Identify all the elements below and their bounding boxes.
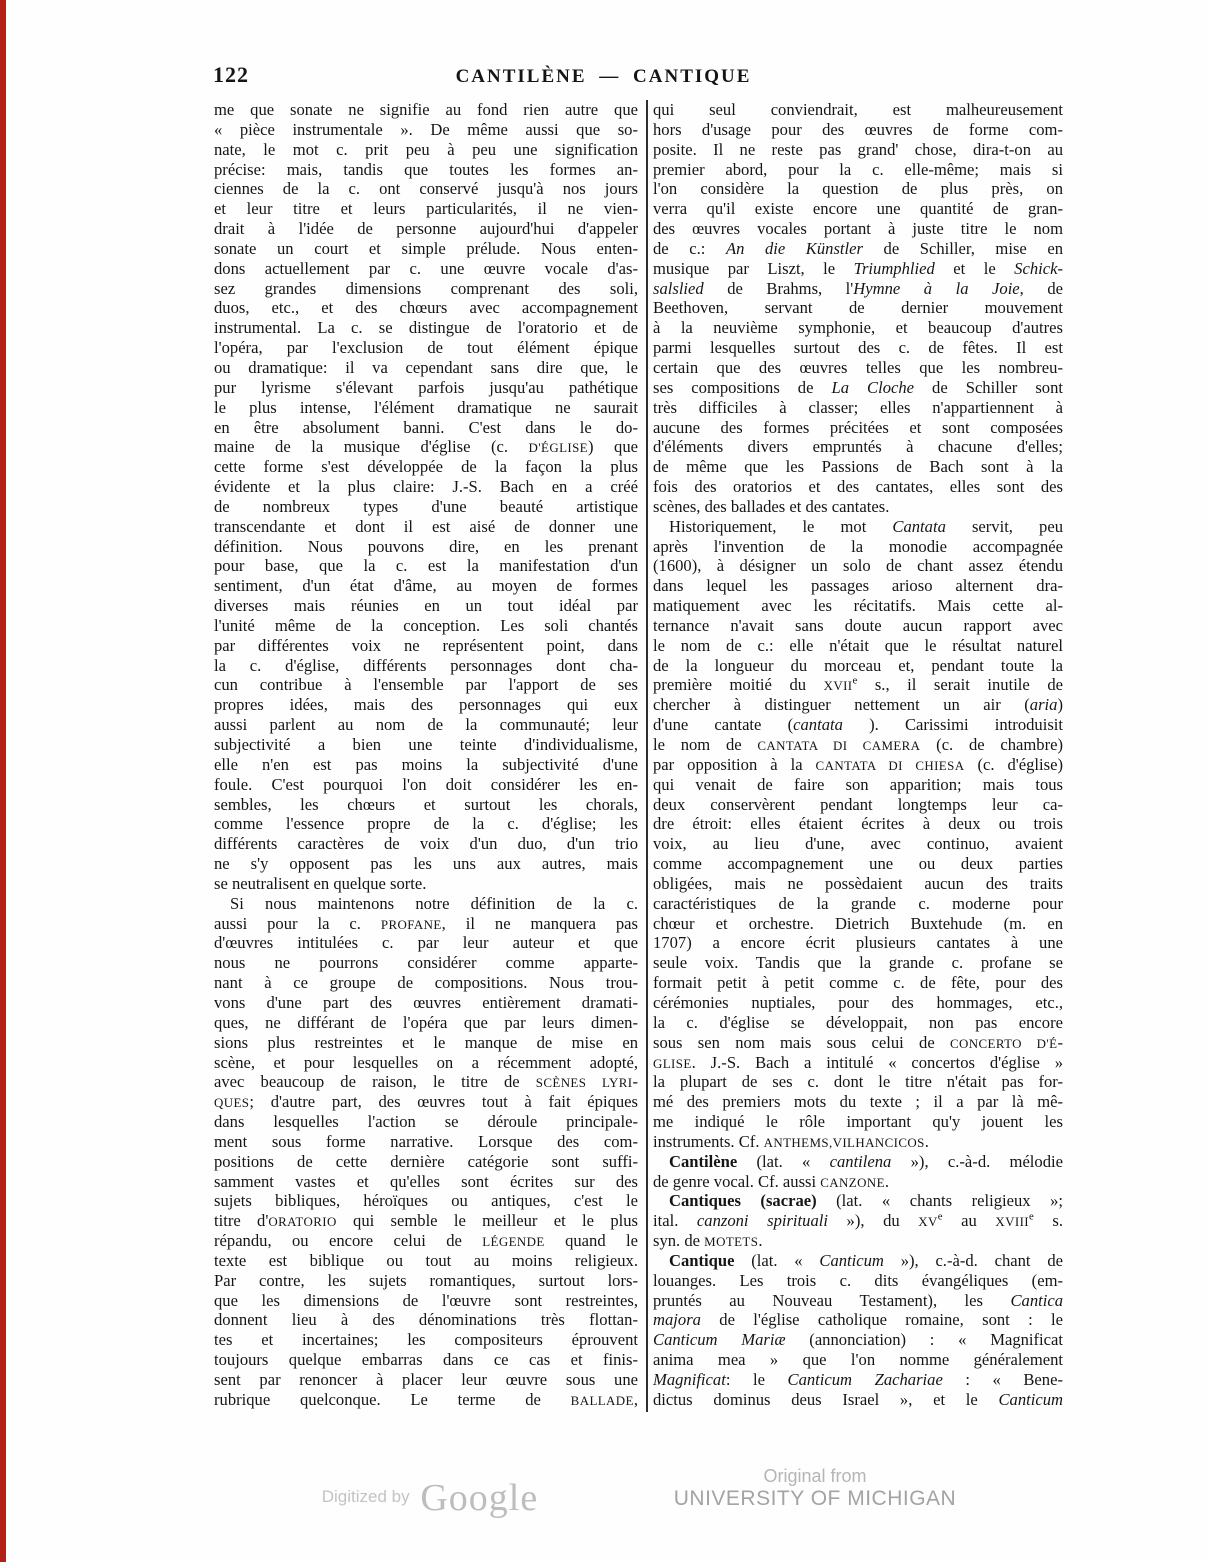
text-line: aussi pour la c. PROFANE, il ne manquera pas [214,913,638,933]
text-line: comme l'essence propre de la c. d'église; les [214,814,638,834]
text-line: aucune des formes précitées et sont composées [653,417,1063,437]
text-line: dre étroit: elles étaient écrites à deux ou trois [653,814,1063,834]
text-line: sembles, les chœurs et surtout les chorals, [214,794,638,814]
text-line: scènes, des ballades et des cantates. [653,496,890,516]
text-line: maine de la musique d'église (c. D'ÉGLISE) que [214,437,638,457]
text-line: la c. d'église, différents personnages dont cha- [214,655,638,675]
digitized-by-google [240,1476,620,1520]
text-line: pur lyrisme s'élevant parfois jusqu'au pathétique [214,377,638,397]
text-line: qui seul conviendrait, est malheureusement [653,100,1063,119]
text-column-left [214,100,638,1410]
text-line: sonate un court et simple prélude. Nous enten- [214,238,638,258]
text-line: Par contre, les sujets romantiques, surtout lors- [214,1270,638,1290]
text-line: samment vastes et qu'elles sont écrites sur des [214,1171,638,1191]
text-line: dans lesquelles l'action se déroule principale- [214,1112,638,1132]
text-line: vons d'une part des œuvres entièrement dramati- [214,992,638,1012]
text-line: chœur et orchestre. Dietrich Buxtehude (m. en [653,913,1063,933]
text-line: ternance n'avait sans doute aucun rapport avec [653,615,1063,635]
text-line: comme accompagnement une ou deux parties [653,854,1063,874]
text-line: seule voix. Tandis que la grande c. profane se [653,953,1063,973]
text-line: musique par Liszt, le Triumphlied et le Schick- [653,258,1063,278]
text-line: subjectivité a bien une teinte d'individualisme, [214,735,638,754]
text-line: posite. Il ne reste pas grand' chose, dira-t-on au [653,139,1063,159]
text-line: d'une cantate (cantata ). Carissimi introduisit [653,715,1063,735]
text-line: sous sen nom mais sous celui de CONCERTO D'É- [653,1032,1063,1052]
text-line: par différentes voix ne représentent point, dans [214,635,638,655]
text-line: mé des premiers mots du texte ; il a par là mê- [653,1092,1063,1112]
text-line: l'on considère la question de plus près, on [653,179,1063,199]
text-line: « pièce instrumentale ». De même aussi que so- [214,119,638,139]
institution-name: UNIVERSITY OF MICHIGAN [673,1487,957,1510]
text-line: foule. C'est pourquoi l'on doit considérer les en- [214,774,638,794]
text-line: sez grandes dimensions comprenant des soli, [214,278,638,298]
text-line: de c.: An die Künstler de Schiller, mise en [653,238,1063,258]
text-line: l'unité même de la conception. Les soli chantés [214,615,638,635]
text-line: Magnificat: le Canticum Zachariae : « Bene- [653,1370,1063,1389]
text-line: rubrique quelconque. Le terme de BALLADE, [214,1389,638,1409]
scan-edge-red-stripe [0,0,6,1562]
text-line: scène, et pour lesquelles on a récemment adopté, [214,1052,638,1072]
text-line: le nom de CANTATA DI CAMERA (c. de chambre) [653,735,1063,754]
text-line: définition. Nous pouvons dire, en les prenant [214,536,638,556]
text-line: ital. canzoni spirituali »), du XVe au XVIIIe s. [653,1210,1063,1231]
text-line: voix, au lieu d'une, avec continuo, avaient [653,834,1063,854]
text-line: hors d'usage pour des œuvres de forme com- [653,119,1063,139]
text-line: formait petit à petit comme c. de fête, pour des [653,973,1063,993]
text-line: me indiqué le rôle important qu'y jouent les [653,1112,1063,1132]
text-line: dons actuellement par c. une œuvre vocale d'as- [214,258,638,278]
text-line: Cantilène (lat. « cantilena »), c.-à-d. mélodie [669,1151,1063,1171]
text-line: première moitié du XVIIe s., il serait inutile de [653,674,1063,695]
text-line: des œuvres vocales portant à juste titre le nom [653,219,1063,239]
text-line: par opposition à la CANTATA DI CHIESA (c. d'église) [653,754,1063,774]
text-line: toujours quelque embarras dans ce cas et finis- [214,1350,638,1370]
text-line: ques, ne différant de l'opéra que par leurs dimen- [214,1012,638,1032]
text-line: pruntés au Nouveau Testament), les Cantica [653,1290,1063,1310]
text-line: sent par renoncer à placer leur œuvre sous une [214,1370,638,1389]
text-line: 1707) a encore écrit plusieurs cantates à une [653,933,1063,953]
text-line: se neutralisent en quelque sorte. [214,873,427,893]
text-line: chercher à distinguer nettement un air (aria) [653,695,1063,715]
text-line: cette forme s'est développée de la façon la plus [214,457,638,477]
text-line: après l'invention de la monodie accompagnée [653,536,1063,556]
text-line: très difficiles à classer; elles n'appartiennent à [653,397,1063,417]
scan-footer [0,1458,1207,1538]
text-line: nant à ce groupe de compositions. Nous trou- [214,973,638,993]
text-line: tes et incertaines; les compositeurs éprouvent [214,1330,638,1350]
text-line: texte est biblique ou tout au moins religieux. [214,1250,638,1270]
text-line: nate, le mot c. prit peu à peu une signification [214,139,638,159]
text-line: instruments. Cf. ANTHEMS,VILHANCICOS. [653,1131,929,1151]
text-line: premier abord, pour la c. elle-même; mais si [653,159,1063,179]
text-line: et leur titre et leurs particularités, il ne vien- [214,199,638,219]
text-line: Historiquement, le mot Cantata servit, peu [669,516,1063,536]
text-line: que les dimensions de l'œuvre sont restreintes, [214,1290,638,1310]
text-line: cun contribue à l'ensemble par l'apport de ses [214,675,638,695]
page-number: 122 [213,62,249,87]
text-line: de nombreux types d'une beauté artistique [214,496,638,516]
text-line: de la longueur du morceau et, pendant toute la [653,655,1063,675]
text-line: Cantiques (sacrae) (lat. « chants religieux »; [669,1191,1063,1211]
text-line: certain que des œuvres telles que les nombreu- [653,357,1063,377]
text-line: deux conservèrent pendant longtemps leur ca- [653,794,1063,814]
text-line: le nom de c.: elle n'était que le résultat naturel [653,635,1063,655]
text-line: fois des oratorios et des cantates, elles sont des [653,477,1063,497]
text-line: instrumental. La c. se distingue de l'oratorio et de [214,318,638,338]
text-line: avec beaucoup de raison, le titre de SCÈNES LYRI- [214,1072,638,1092]
text-line: d'œuvres intitulées c. par leur auteur et que [214,933,638,953]
text-line: anima mea » que l'on nomme généralement [653,1350,1063,1370]
text-line: dans lequel les passages arioso alternent dra- [653,576,1063,596]
text-line: ciennes de la c. ont conservé jusqu'à nos jours [214,179,638,199]
text-line: Si nous maintenons notre définition de la c. [230,893,638,913]
text-line: me que sonate ne signifie au fond rien autre que [214,100,638,119]
text-line: sujets bibliques, héroïques ou antiques, c'est le [214,1191,638,1211]
text-line: la plupart de ses c. dont le titre n'était pas for- [653,1072,1063,1092]
text-line: précise: mais, tandis que toutes les formes an- [214,159,638,179]
text-line: positions de cette dernière catégorie sont suffi- [214,1151,638,1171]
text-line: majora de l'église catholique romaine, sont : le [653,1310,1063,1330]
original-from-block [650,1466,980,1511]
text-line: sentiment, d'un état d'âme, au moyen de formes [214,576,638,596]
text-line: qui venait de faire son apparition; mais tous [653,774,1063,794]
text-line: pour base, que la c. est la manifestation d'un [214,556,638,576]
text-line: en être absolument banni. C'est dans le do- [214,417,638,437]
text-line: ne s'y opposent pas les uns aux autres, mais [214,854,638,874]
text-line: d'éléments divers empruntés à chacune d'elles; [653,437,1063,457]
text-line: titre d'ORATORIO qui semble le meilleur et le plus [214,1211,638,1231]
text-line: Cantique (lat. « Canticum »), c.-à-d. chant de [669,1250,1063,1270]
text-line: ment sous forme narrative. Lorsque des com- [214,1131,638,1151]
text-line: évidente et la plus claire: J.-S. Bach en a créé [214,477,638,497]
text-line: GLISE. J.-S. Bach a intitulé « concertos d'église » [653,1052,1063,1072]
text-line: à la neuvième symphonie, et beaucoup d'autres [653,318,1063,338]
text-line: la c. d'église se développait, non pas encore [653,1012,1063,1032]
text-line: transcendante et dont il est aisé de donner une [214,516,638,536]
text-line: donnent lieu à des dénominations très flottan- [214,1310,638,1330]
text-line: louanges. Les trois c. dits évangéliques (em- [653,1270,1063,1290]
text-line: ou dramatique: il va cependant sans dire que, le [214,357,638,377]
text-line: Canticum Mariæ (annonciation) : « Magnificat [653,1330,1064,1350]
text-line: sions plus restreintes et le manque de mise en [214,1032,638,1052]
text-line: elle n'en est pas moins la subjectivité d'une [214,754,638,774]
text-line: différents caractères de voix d'un duo, d'un trio [214,834,638,854]
text-column-right [653,100,1063,1410]
text-line: verra qu'il existe encore une quantité de gran- [653,199,1063,219]
text-line: répandu, ou encore celui de LÉGENDE quand le [214,1231,639,1251]
text-line: (1600), à désigner un solo de chant assez étendu [653,556,1063,576]
text-line: diverses mais réunies en un tout idéal par [214,596,638,616]
text-line: caractéristiques de la grande c. moderne pour [653,893,1063,913]
text-line: de genre vocal. Cf. aussi CANZONE. [653,1171,890,1191]
text-line: cérémonies nuptiales, pour des hommages, etc., [653,992,1063,1012]
text-line: syn. de MOTETS. [653,1231,763,1251]
text-line: propres idées, mais des personnages qui eux [214,695,638,715]
text-line: ses compositions de La Cloche de Schiller sont [653,377,1063,397]
original-from-label: Original from [763,1466,867,1486]
google-logo: Google [420,1477,539,1519]
text-line: parmi lesquelles surtout des c. de fêtes. Il est [653,338,1063,358]
text-line: salslied de Brahms, l'Hymne à la Joie, de [653,278,1063,298]
text-line: obligées, mais ne possèdaient aucun des traits [653,873,1063,893]
text-line: l'opéra, par l'exclusion de tout élément épique [214,338,638,358]
digitized-by-label: Digitized by [321,1487,410,1506]
text-line: matiquement avec les récitatifs. Mais cette al- [653,596,1063,616]
text-line: QUES; d'autre part, des œuvres tout à fait épiques [214,1092,638,1112]
text-line: nous ne pourrons considérer comme apparte- [214,953,638,973]
page-header-title: CANTILÈNE — CANTIQUE [455,66,752,87]
text-line: dictus dominus deus Israel », et le Canticum [653,1389,1063,1409]
text-line: Beethoven, servant de dernier mouvement [653,298,1063,318]
text-line: aussi parlent au nom de la communauté; leur [214,715,638,735]
text-line: drait à l'idée de personne aujourd'hui d'appeler [214,219,638,239]
column-divider-rule [646,100,648,1412]
text-line: de même que les Passions de Bach sont à la [653,457,1063,477]
text-line: duos, etc., et des chœurs avec accompagnement [214,298,638,318]
text-line: le plus intense, l'élément dramatique ne saurait [214,397,638,417]
